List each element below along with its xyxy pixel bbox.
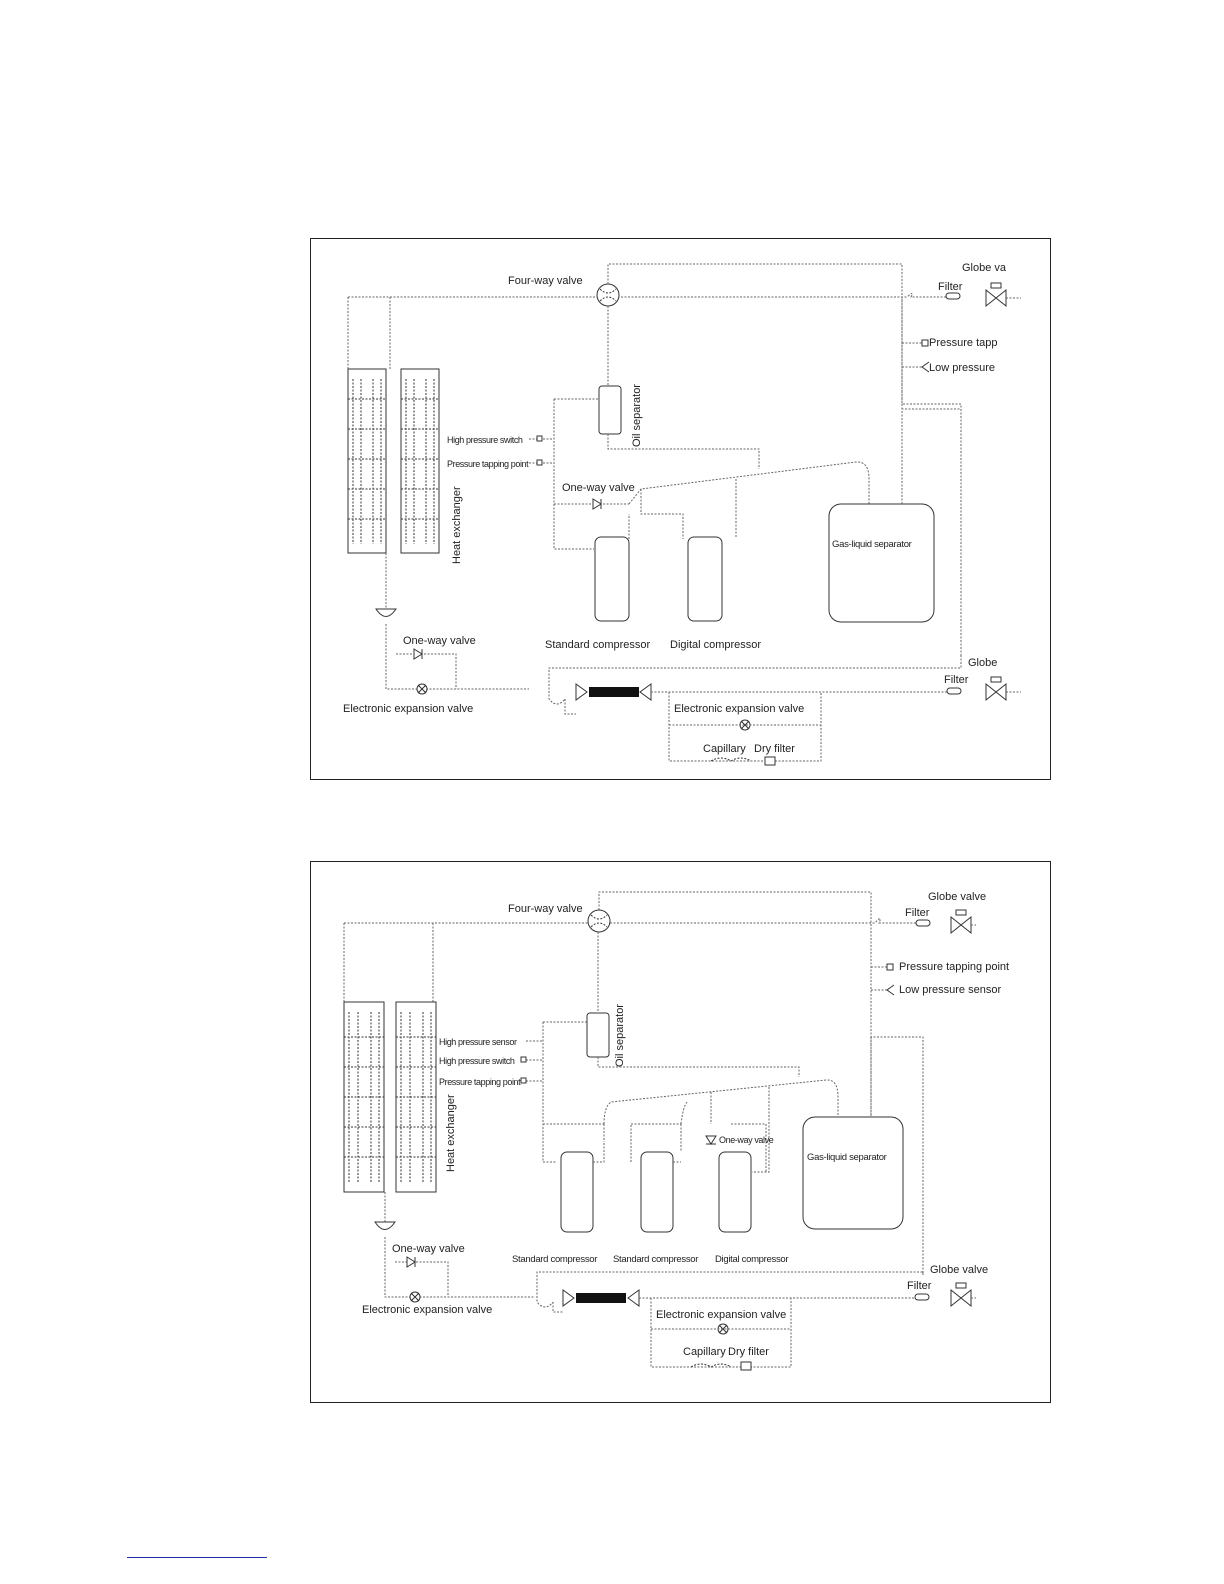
one-way-valve-icon [414, 649, 422, 659]
label-filter-bottom: Filter [944, 674, 969, 686]
label-electronic-expansion-valve-left: Electronic expansion valve [343, 703, 474, 715]
label-high-pressure-sensor: High pressure sensor [439, 1037, 517, 1047]
label-electronic-expansion-valve-left: Electronic expansion valve [362, 1304, 493, 1316]
oil-separator-icon [599, 386, 621, 434]
label-digital-compressor: Digital compressor [715, 1254, 789, 1265]
label-oil-separator: Oil separator [631, 384, 643, 447]
label-globe-valve-top: Globe valve [928, 891, 987, 903]
label-filter-bottom: Filter [907, 1280, 932, 1292]
label-gas-liquid-separator: Gas-liquid separator [807, 1152, 887, 1163]
label-low-pressure: Low pressure [929, 362, 996, 374]
standard-compressor-icon [641, 1152, 673, 1232]
diagram-refrigerant-circuit-2 [310, 861, 1051, 1403]
heat-exchanger-icon [344, 1002, 436, 1192]
label-four-way-valve: Four-way valve [508, 903, 583, 915]
label-high-pressure-switch: High pressure switch [447, 435, 523, 445]
label-globe-valve-top: Globe va [962, 262, 1007, 274]
footnote-divider [127, 1557, 267, 1558]
label-standard-compressor: Standard compressor [545, 639, 651, 651]
label-electronic-expansion-valve-right: Electronic expansion valve [674, 703, 805, 715]
label-globe-valve-bottom: Globe valve [930, 1264, 989, 1276]
globe-valve-icon [986, 290, 1006, 306]
label-capillary: Capillary [683, 1346, 726, 1358]
label-standard-compressor-2: Standard compressor [613, 1254, 699, 1265]
label-dry-filter: Dry filter [728, 1346, 769, 1358]
label-pressure-tapping-point-right: Pressure tapping point [899, 961, 1010, 973]
label-heat-exchanger: Heat exchanger [445, 1094, 457, 1172]
gas-liquid-separator-icon [829, 504, 934, 622]
four-way-valve-icon [597, 284, 619, 306]
label-standard-compressor-1: Standard compressor [512, 1254, 598, 1265]
label-pressure-tapping-point: Pressure tapping point [447, 459, 529, 469]
gas-liquid-separator-icon [803, 1117, 903, 1229]
label-low-pressure-sensor: Low pressure sensor [899, 984, 1002, 996]
label-one-way-valve-mid: One-way valve [562, 482, 635, 494]
four-way-valve-icon [588, 910, 610, 932]
label-pressure-tapping-point-left: Pressure tapping point [439, 1077, 521, 1087]
label-gas-liquid-separator: Gas-liquid separator [832, 539, 912, 550]
label-filter-top: Filter [938, 281, 963, 293]
label-one-way-valve-low: One-way valve [392, 1243, 465, 1255]
label-capillary: Capillary [703, 743, 746, 755]
label-one-way-valve-small: One-way valve [719, 1135, 774, 1145]
label-heat-exchanger: Heat exchanger [451, 486, 463, 564]
label-electronic-expansion-valve-right: Electronic expansion valve [656, 1309, 787, 1321]
standard-compressor-icon [561, 1152, 593, 1232]
heat-recovery-coil-icon [563, 1290, 639, 1306]
digital-compressor-icon [719, 1152, 751, 1232]
standard-compressor-icon [595, 537, 629, 621]
filter-icon [946, 293, 960, 299]
heat-exchanger-icon [348, 369, 439, 553]
label-four-way-valve: Four-way valve [508, 275, 583, 287]
diagram-refrigerant-circuit-1 [310, 238, 1051, 780]
piping-schematic-1 [311, 239, 1050, 779]
piping-schematic-2 [311, 862, 1050, 1402]
label-dry-filter: Dry filter [754, 743, 795, 755]
label-oil-separator: Oil separator [614, 1004, 626, 1067]
label-globe-bottom: Globe [968, 657, 998, 669]
label-high-pressure-switch: High pressure switch [439, 1056, 515, 1066]
label-filter-top: Filter [905, 907, 930, 919]
label-pressure-tapping: Pressure tapp [929, 337, 998, 349]
heat-recovery-coil-icon [576, 684, 651, 700]
label-one-way-valve-low: One-way valve [403, 635, 476, 647]
label-digital-compressor: Digital compressor [670, 639, 762, 651]
digital-compressor-icon [688, 537, 722, 621]
